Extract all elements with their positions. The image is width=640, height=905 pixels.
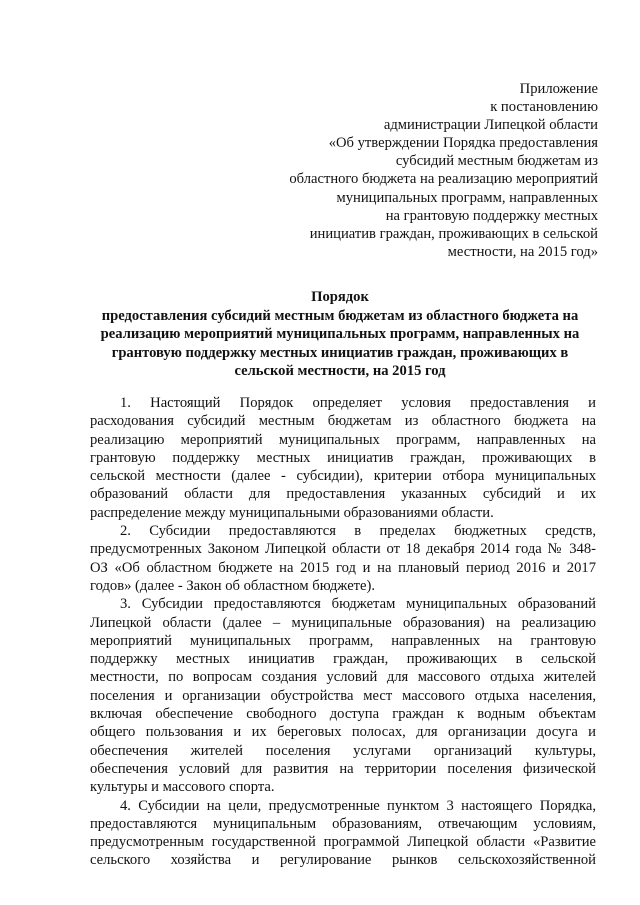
title-line: реализацию мероприятий муниципальных программ, направленных на bbox=[100, 326, 580, 343]
appendix-line: Приложение bbox=[519, 81, 598, 97]
paragraph-line: предоставляются муниципальным образованиям, отвечающим условиям, bbox=[90, 815, 596, 832]
appendix-line: областного бюджета на реализацию мероприятий bbox=[289, 171, 598, 188]
paragraph-line: поддержку местных инициатив граждан, проживающих в сельской bbox=[90, 651, 596, 668]
paragraph-line: реализацию мероприятий муниципальных программ, направленных на bbox=[90, 431, 596, 448]
paragraph-line: обеспечения жителей поселения услугами организаций культуры, bbox=[90, 742, 596, 759]
title-line: грантовую поддержку местных инициатив граждан, проживающих в bbox=[111, 344, 569, 361]
appendix-line: субсидий местным бюджетам из bbox=[395, 153, 598, 170]
paragraph-line: годов» (далее - Закон об областном бюджете). bbox=[90, 577, 376, 594]
paragraph-line: местности, по вопросам создания условий для массового отдыха жителей bbox=[90, 669, 596, 686]
appendix-block bbox=[218, 80, 598, 261]
paragraph-line: распределение между муниципальными образованиями области. bbox=[90, 504, 494, 521]
paragraph-line: сельского хозяйства и регулирование рынков сельскохозяйственной bbox=[90, 852, 596, 869]
paragraph-line: 4. Субсидии на цели, предусмотренные пунктом 3 настоящего Порядка, bbox=[120, 797, 596, 814]
document-title bbox=[80, 288, 600, 381]
appendix-line: администрации Липецкой области bbox=[383, 117, 598, 134]
appendix-line: муниципальных программ, направленных bbox=[336, 189, 598, 206]
paragraph-1 bbox=[90, 394, 596, 522]
paragraph-line: 3. Субсидии предоставляются бюджетам муниципальных образований bbox=[120, 596, 596, 613]
paragraph-4 bbox=[90, 797, 596, 870]
appendix-line: «Об утверждении Порядка предоставления bbox=[328, 135, 598, 152]
paragraph-line: Липецкой области (далее – муниципальные образования) на реализацию bbox=[90, 614, 596, 631]
paragraph-line: расходования субсидий местным бюджетам из областного бюджета на bbox=[90, 413, 596, 430]
document-body bbox=[90, 394, 596, 870]
paragraph-line: включая обеспечение свободного доступа граждан к водным объектам bbox=[90, 706, 596, 723]
paragraph-line: 1. Настоящий Порядок определяет условия предоставления и bbox=[120, 395, 596, 411]
paragraph-line: образований области для предоставления указанных субсидий и их bbox=[90, 486, 596, 503]
appendix-line: к постановлению bbox=[490, 99, 598, 116]
appendix-line: местности, на 2015 год» bbox=[447, 243, 598, 260]
paragraph-2 bbox=[90, 522, 596, 595]
paragraph-line: 2. Субсидии предоставляются в пределах бюджетных средств, bbox=[120, 523, 596, 540]
paragraph-line: предусмотренным государственной программой Липецкой области «Развитие bbox=[90, 834, 596, 851]
paragraph-line: обеспечения условий для развития на территории поселения физической bbox=[90, 760, 596, 777]
title-line: сельской местности, на 2015 год bbox=[234, 363, 446, 380]
paragraph-line: поселения и организации обустройства мест массового отдыха населения, bbox=[90, 687, 596, 704]
paragraph-line: сельской местности (далее - субсидии), критерии отбора муниципальных bbox=[90, 468, 596, 485]
paragraph-line: предусмотренных Законом Липецкой области от 18 декабря 2014 года № 348- bbox=[90, 541, 596, 558]
paragraph-line: культуры и массового спорта. bbox=[90, 779, 275, 796]
paragraph-line: ОЗ «Об областном бюджете на 2015 год и на плановый период 2016 и 2017 bbox=[90, 559, 596, 576]
paragraph-line: мероприятий муниципальных программ, направленных на грантовую bbox=[90, 632, 596, 649]
title-line: предоставления субсидий местным бюджетам из областного бюджета на bbox=[101, 307, 579, 324]
appendix-line: инициатив граждан, проживающих в сельской bbox=[309, 225, 598, 242]
paragraph-line: общего пользования и их береговых полосах, для организации досуга и bbox=[90, 724, 596, 741]
paragraph-3 bbox=[90, 595, 596, 796]
title-heading: Порядок bbox=[311, 289, 369, 305]
paragraph-line: грантовую поддержку местных инициатив граждан, проживающих в bbox=[90, 449, 596, 466]
appendix-line: на грантовую поддержку местных bbox=[385, 207, 598, 224]
